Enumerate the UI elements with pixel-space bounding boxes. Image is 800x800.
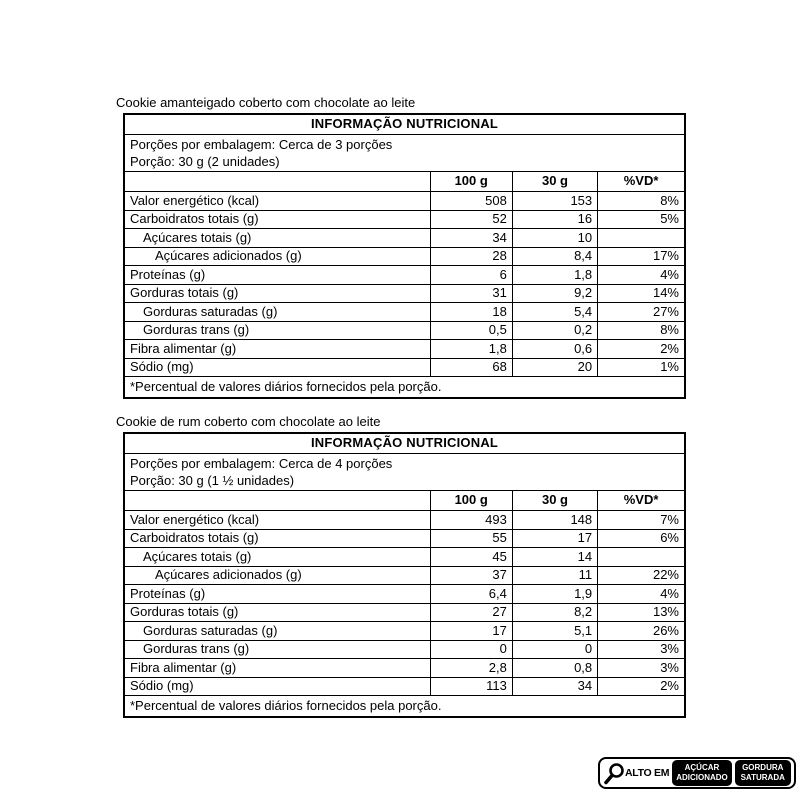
value-30g: 14 — [512, 548, 597, 567]
value-vd: 22% — [598, 566, 685, 585]
value-100g: 493 — [430, 511, 512, 530]
footnote: *Percentual de valores diários fornecidos pela porção. — [124, 377, 685, 399]
nutrient-row — [124, 585, 685, 604]
value-vd — [598, 548, 685, 567]
nutrient-row — [124, 640, 685, 659]
magnifier-icon — [603, 762, 624, 785]
value-vd: 14% — [598, 284, 685, 303]
column-header-stub — [124, 491, 430, 511]
nutrient-label: Açúcares totais (g) — [124, 548, 430, 567]
nutrient-label: Gorduras saturadas (g) — [124, 622, 430, 641]
value-30g: 148 — [512, 511, 597, 530]
value-100g: 2,8 — [430, 659, 512, 678]
servings-row — [124, 454, 685, 491]
servings-row — [124, 135, 685, 172]
column-header-row — [124, 491, 685, 511]
value-30g: 16 — [512, 210, 597, 229]
table-header-row — [124, 114, 685, 135]
nutrient-label: Gorduras saturadas (g) — [124, 303, 430, 322]
value-100g: 508 — [430, 192, 512, 211]
value-vd — [598, 229, 685, 248]
product-section-2 — [116, 413, 691, 718]
value-30g: 9,2 — [512, 284, 597, 303]
value-100g: 45 — [430, 548, 512, 567]
value-100g: 1,8 — [430, 340, 512, 359]
value-30g: 10 — [512, 229, 597, 248]
value-100g: 31 — [430, 284, 512, 303]
servings-per-package: Porções por embalagem: Cerca de 4 porções — [130, 456, 393, 471]
tag-line-1: AÇÚCAR — [684, 763, 720, 773]
added-sugar-warning-tag — [672, 760, 732, 785]
value-100g: 113 — [430, 677, 512, 696]
column-header-stub — [124, 172, 430, 192]
nutrient-label: Fibra alimentar (g) — [124, 340, 430, 359]
nutrient-row — [124, 247, 685, 266]
value-vd: 3% — [598, 640, 685, 659]
value-100g: 6 — [430, 266, 512, 285]
column-header-100g: 100 g — [430, 491, 512, 511]
servings-info — [124, 135, 685, 172]
value-vd: 13% — [598, 603, 685, 622]
column-header-vd: %VD* — [598, 491, 685, 511]
value-30g: 0,6 — [512, 340, 597, 359]
column-header-30g: 30 g — [512, 491, 597, 511]
value-30g: 8,4 — [512, 247, 597, 266]
nutrient-label: Sódio (mg) — [124, 358, 430, 377]
value-30g: 17 — [512, 529, 597, 548]
value-100g: 27 — [430, 603, 512, 622]
nutrient-label: Valor energético (kcal) — [124, 511, 430, 530]
nutrient-label: Açúcares totais (g) — [124, 229, 430, 248]
value-vd: 27% — [598, 303, 685, 322]
value-vd: 5% — [598, 210, 685, 229]
nutrient-label: Gorduras trans (g) — [124, 321, 430, 340]
value-30g: 153 — [512, 192, 597, 211]
nutrient-row — [124, 548, 685, 567]
nutrient-row — [124, 677, 685, 696]
nutrient-row — [124, 603, 685, 622]
nutrient-row — [124, 284, 685, 303]
value-100g: 37 — [430, 566, 512, 585]
value-100g: 28 — [430, 247, 512, 266]
value-vd: 4% — [598, 266, 685, 285]
serving-size: Porção: 30 g (1 ½ unidades) — [130, 473, 295, 488]
value-30g: 1,9 — [512, 585, 597, 604]
servings-info — [124, 454, 685, 491]
nutrient-label: Gorduras trans (g) — [124, 640, 430, 659]
nutrient-row — [124, 622, 685, 641]
footnote: *Percentual de valores diários fornecidos pela porção. — [124, 696, 685, 718]
value-100g: 0 — [430, 640, 512, 659]
column-header-100g: 100 g — [430, 172, 512, 192]
nutrient-label: Fibra alimentar (g) — [124, 659, 430, 678]
value-vd: 1% — [598, 358, 685, 377]
warning-badge — [598, 757, 796, 789]
nutrient-rows — [124, 192, 685, 377]
high-in-label: ALTO EM — [625, 767, 670, 779]
value-100g: 68 — [430, 358, 512, 377]
nutrient-row — [124, 659, 685, 678]
value-100g: 18 — [430, 303, 512, 322]
column-header-30g: 30 g — [512, 172, 597, 192]
nutrient-row — [124, 340, 685, 359]
nutrient-label: Açúcares adicionados (g) — [124, 566, 430, 585]
value-vd: 2% — [598, 340, 685, 359]
nutrient-label: Proteínas (g) — [124, 266, 430, 285]
nutrient-label: Açúcares adicionados (g) — [124, 247, 430, 266]
tag-line-2: ADICIONADO — [676, 773, 728, 782]
column-header-vd: %VD* — [598, 172, 685, 192]
footnote-row — [124, 696, 685, 718]
value-vd: 17% — [598, 247, 685, 266]
value-vd: 7% — [598, 511, 685, 530]
nutrition-table-1 — [123, 113, 686, 399]
nutrient-label: Proteínas (g) — [124, 585, 430, 604]
value-vd: 26% — [598, 622, 685, 641]
warning-lead — [603, 762, 669, 785]
serving-size: Porção: 30 g (2 unidades) — [130, 154, 280, 169]
nutrient-label: Valor energético (kcal) — [124, 192, 430, 211]
table-title: INFORMAÇÃO NUTRICIONAL — [124, 433, 685, 454]
nutrient-row — [124, 321, 685, 340]
nutrient-row — [124, 266, 685, 285]
saturated-fat-warning-tag — [735, 760, 791, 785]
product-title: Cookie de rum coberto com chocolate ao leite — [116, 414, 381, 429]
value-vd: 6% — [598, 529, 685, 548]
nutrient-row — [124, 358, 685, 377]
nutrient-row — [124, 192, 685, 211]
value-100g: 17 — [430, 622, 512, 641]
nutrient-label: Carboidratos totais (g) — [124, 210, 430, 229]
value-100g: 52 — [430, 210, 512, 229]
value-vd: 4% — [598, 585, 685, 604]
value-30g: 0,8 — [512, 659, 597, 678]
nutrient-label: Sódio (mg) — [124, 677, 430, 696]
product-section-1 — [116, 94, 691, 399]
value-100g: 0,5 — [430, 321, 512, 340]
nutrient-label: Gorduras totais (g) — [124, 603, 430, 622]
nutrient-row — [124, 511, 685, 530]
value-30g: 8,2 — [512, 603, 597, 622]
nutrient-row — [124, 529, 685, 548]
nutrient-row — [124, 303, 685, 322]
value-vd: 8% — [598, 192, 685, 211]
table-header-row — [124, 433, 685, 454]
value-30g: 0 — [512, 640, 597, 659]
value-100g: 34 — [430, 229, 512, 248]
value-vd: 2% — [598, 677, 685, 696]
nutrient-row — [124, 210, 685, 229]
table-title: INFORMAÇÃO NUTRICIONAL — [124, 114, 685, 135]
nutrient-row — [124, 229, 685, 248]
value-100g: 55 — [430, 529, 512, 548]
nutrient-row — [124, 566, 685, 585]
tag-line-2: SATURADA — [740, 773, 785, 782]
value-vd: 3% — [598, 659, 685, 678]
nutrient-rows — [124, 511, 685, 696]
value-30g: 34 — [512, 677, 597, 696]
servings-per-package: Porções por embalagem: Cerca de 3 porções — [130, 137, 393, 152]
column-header-row — [124, 172, 685, 192]
value-30g: 11 — [512, 566, 597, 585]
value-vd: 8% — [598, 321, 685, 340]
value-30g: 5,4 — [512, 303, 597, 322]
nutrient-label: Carboidratos totais (g) — [124, 529, 430, 548]
nutrient-label: Gorduras totais (g) — [124, 284, 430, 303]
value-30g: 1,8 — [512, 266, 597, 285]
value-30g: 20 — [512, 358, 597, 377]
product-title: Cookie amanteigado coberto com chocolate ao leite — [116, 95, 416, 110]
tag-line-1: GORDURA — [742, 763, 784, 773]
value-100g: 6,4 — [430, 585, 512, 604]
footnote-row — [124, 377, 685, 399]
value-30g: 5,1 — [512, 622, 597, 641]
nutrition-table-2 — [123, 432, 686, 718]
value-30g: 0,2 — [512, 321, 597, 340]
